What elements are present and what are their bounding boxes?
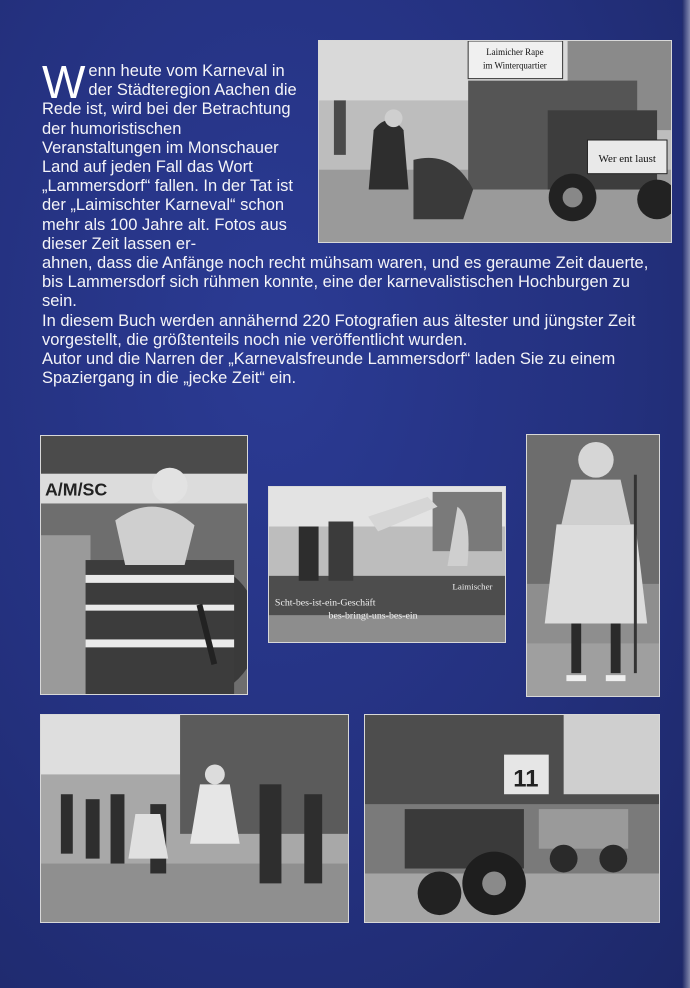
photo-float-banner — [268, 486, 506, 643]
barrel-banner: A/M/SC — [44, 479, 108, 500]
float-banner-line1: Scht-bes-ist-ein-Geschäft — [274, 597, 376, 609]
page-edge — [682, 0, 690, 988]
blurb-paragraph-2: In diesem Buch werden annähernd 220 Fotografien aus ältester und jüngster Zeit vorgestellt, die größtenteils noch nie veröffentlicht wurden. — [42, 311, 636, 349]
photo-tractor-parade — [364, 714, 660, 923]
blurb-continuation: ahnen, dass die Anfänge noch recht mühsam waren, und es geraume Zeit dauerte, bis Lammersdorf sich rühmen konnte, eine der karnevalistischen Hochburgen zu sein. — [42, 254, 649, 311]
float-side-text: Laimischer — [452, 581, 493, 592]
blurb-intro: enn heute vom Karneval in der Städteregion Aachen die Rede ist, wird bei der Betrachtung der humoristischen Veranstaltungen im Monschauer Land auf jeden Fall das Wort „Lammersdorf“ fallen. In der Tat ist der „Laimischter Karneval“ schon mehr als 100 Jahre alt. Fotos aus dieser Zeit lassen er- — [42, 62, 297, 253]
truck-side-sign: Wer ent laust — [598, 152, 656, 165]
blurb-paragraph-3: Autor und die Narren der „Karnevalsfreunde Lammersdorf“ laden Sie zu einem Spaziergang in die „jecke Zeit“ ein. — [42, 350, 616, 388]
blurb-text — [42, 56, 662, 388]
float-banner-line2: bes-bringt-uns-bes-ein — [328, 610, 418, 622]
drop-cap: W — [42, 56, 86, 108]
blurb-intro-column — [42, 56, 304, 254]
photo-dancing-parade — [40, 714, 349, 923]
photo-barrel-speaker — [40, 435, 248, 695]
tractor-sign-number: 11 — [513, 765, 539, 793]
truck-sign-line2: im Winterquartier — [482, 60, 547, 71]
photo-costumed-figure — [526, 434, 660, 697]
truck-sign-line1: Laimicher Rape — [486, 46, 544, 57]
